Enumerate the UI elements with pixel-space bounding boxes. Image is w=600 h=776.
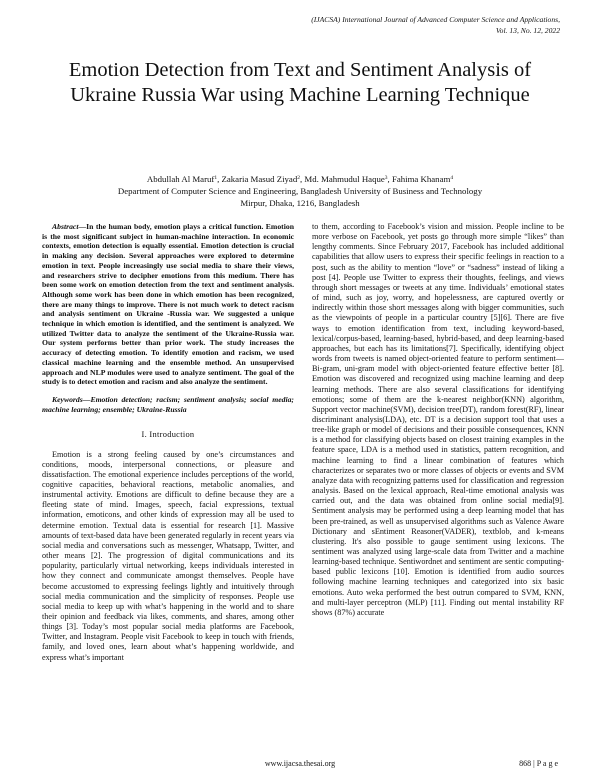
abstract [42,222,294,387]
affiliation: Department of Computer Science and Engineering, Bangladesh University of Business and Technology [117,186,483,196]
intro-paragraph: Emotion is a strong feeling caused by one’s circumstances and conditions, moods, interpersonal connections, or pleasure and dissatisfaction. The emotional experience includes perceptions of the world, cognitive capacities, behavioral reactions, metabolic anomalies, and instrumental activity. Emotions are difficult to define because they are a fleeting state of mind. Images, speech, facial expressions, textual information, emoticons, and other kinds of expression may all be used to determine emotion. Textual data is essential for research [1]. Massive amounts of text-based data have been generated regularly in recent years via social media and conversations such as messenger, Whatsapp, Twitter, and other means [2]. The progression of digital communications and its popularity, particularly virtual networking, keeps individuals interested in how they connect and communicate amongst themselves. People have become accustomed to expressing feelings lightly and intuitively through social media communication and the simplicity of responses. People use social media to keep up with what’s happening in the world and to share their opinion and feedback via likes, comments, and shares, among other things [3]. Today’s most popular social media platforms are Facebook, Twitter, and Instagram. People visit Facebook to keep in touch with friends, family, and loved ones, learn about what’s happening worldwide, and express what’s important [42,449,294,662]
journal-name: (IJACSA) International Journal of Advanced Computer Science and Applications, [311,15,560,24]
author-index: 4 [450,175,454,181]
keywords: Keywords—Emotion detection; racism; sentiment analysis; social media; machine learning; ensemble; Ukraine-Russia [42,394,294,414]
section-heading: I. Introduction [141,430,195,440]
author-block [40,173,560,209]
paper-title: Emotion Detection from Text and Sentiment Analysis of Ukraine Russia War using Machine Learning Technique [68,59,532,106]
author-list: Abdullah Al Maruf$^1$, Zakaria Masud Ziyad$^2$, Md. Mahmudul Haque$^3$, Fahima Khanam$^4$ [146,174,454,184]
affiliation-address: Mirpur, Dhaka, 1216, Bangladesh [240,198,360,208]
intro-paragraph-continued: to them, according to Facebook’s vision and mission. People incline to be more verbose on Facebook, yet posts go through more simple “likes” than lengthy comments. Since February 2017, Facebook has included additional capabilities that allow users to express their specific feelings in reaction to a post, such as the ability to mention “love” or “sadness” instead of liking a post [4]. People use Twitter to express their thoughts, feelings, and views through short messages or tweets at any time. Individuals’ emotional states of mind, such as joy, worry, and hopelessness, are captured overtly or indirectly within those short messages along with bigger communities, such as the viewpoints of people in a particular country [5][6]. There are five ways to emotion identification from text, including keyword-based, lexical/corpus-based, learning-based, hybrid-based, and deep learning-based approaches, but each has its limitations[7]. Specifically, identifying object words from tweets is named object-oriented feature to perform sentiment—Bi-gram, uni-gram model with object-oriented feature effective better [8]. Emotion was discovered and recognized using machine learning and deep learning methods. There are also several classifications for identifying emotions; some of them are the k-nearest neighbor(KNN) algorithm, Support vector machine(SVM), decision tree(DT), random forest(RF), linear discriminant analysis(LDA), etc. DT is a decision support tool that uses a tree-like graph or model of decisions and their possible consequences, KNN is a method for classifying objects based on closest training examples in the feature space, LDA is a method used in statistics, pattern recognition, and machine learning to find a linear combination of features which characterizes or separates two or more classes of objects or events and SVM analyze data with recognizing patterns used for classification and regression analysis. Based on the lexical approach, Real-time emotional analysis was carried out, and the data was obtained from online social media[9]. Sentiment analysis may be performed using a deep learning model that has been pre-trained, as well as unsupervised algorithms such as Valence Aware Dictionary and sEntiment Reasoner(VADER), textblob, and k-means clustering. It's also possible to gauge sentiment using lexicons. The sentiment was analyzed using large-scale data from Twitter and a machine learning-based technique. Sentiwordnet and sentiment are sentic computing-based public lexicons [10]. Emotion is identified from audio sources following machine learning techniques and categorized into six basic emotions. Auto weka performed the best outrun compared to SVM, KNN, and multi-layer perceptron (MLP) [11]. Finding out mental instability RF shows (87%) accurate [312,222,564,617]
abstract-label: Abstract [52,222,79,231]
author-index: 1 [214,175,218,181]
author-name: Zakaria Masud Ziyad [221,174,298,184]
author-index: 2 [297,175,300,181]
author-name: Md. Mahmudul Haque [304,174,385,184]
journal-header [220,15,560,36]
footer-url: www.ijacsa.thesai.org [264,759,336,768]
author-index: 3 [384,175,388,181]
author-name: Abdullah Al Maruf [146,174,215,184]
journal-volume: Vol. 13, No. 12, 2022 [495,25,560,35]
page-number: 868 | P a g e [519,759,558,768]
right-column [312,222,564,618]
abstract-text: —In the human body, emotion plays a critical function. Emotion is the most significant subject in human-machine interaction. In economic contexts, emotion detection is equally essential. Emotion detection is crucial in making any decision. Several approaches were explored to determine emotion in text. People increasingly use social media to share their views, and researchers strive to decipher emotions from this medium. There has been some work on emotion detection from the text and sentiment analysis. Although some work has been done in which emotion has been recognized, there are many things to improve. There is not much work to detect racism and analysis sentiment on Ukraine -Russia war. We suggested a unique technique in which emotion is identified, and the sentiment is analyzed. We utilized Twitter data to analyze the sentiment of the Ukraine-Russia war. Our system performs better than prior work. The study increases the accuracy of detecting emotion. To identify emotion and racism, we used classical machine learning and the ensemble method. An unsupervised approach and NLP modules were used to analyze sentiment. The goal of the study is to detect emotion and racism and also analyze the sentiment. [42,222,294,387]
left-column [42,222,294,663]
author-name: Fahima Khanam [391,174,451,184]
